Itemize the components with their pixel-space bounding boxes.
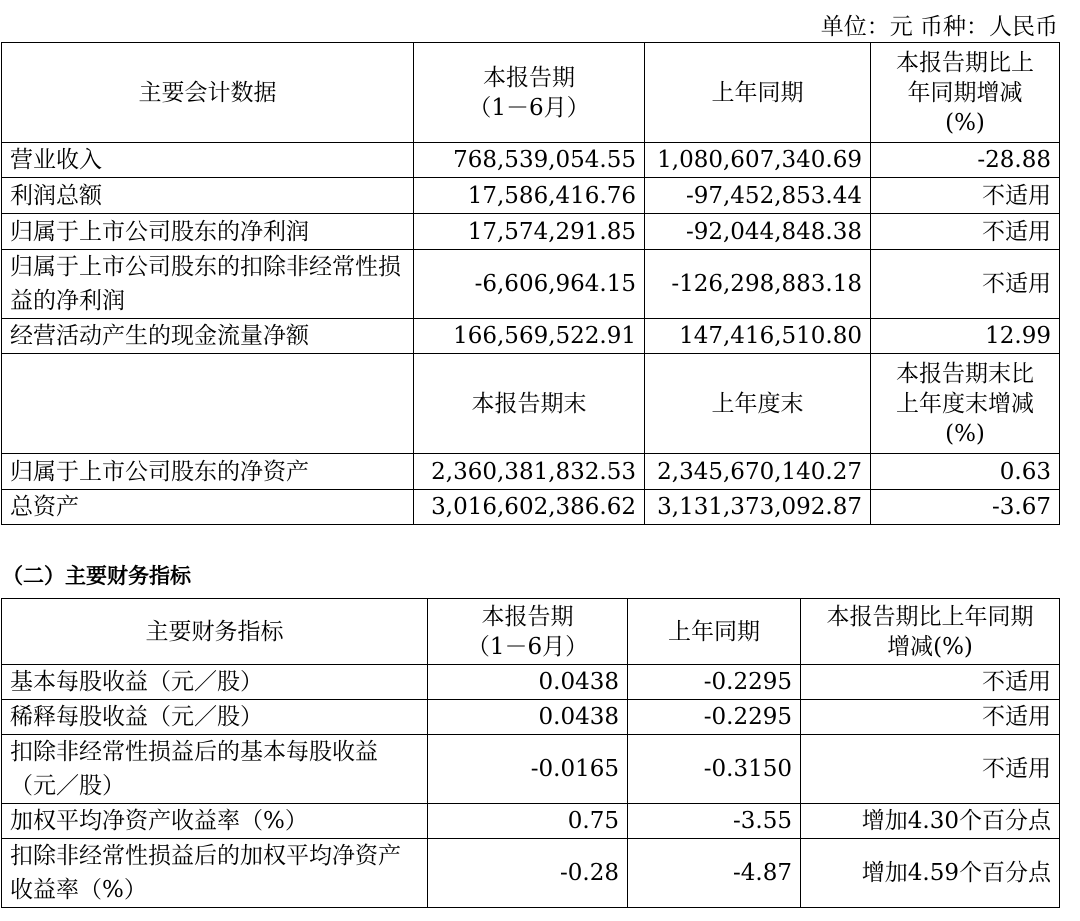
prior-value: -0.3150: [628, 735, 801, 804]
header-line: (%): [945, 109, 985, 136]
prior-value: 1,080,607,340.69: [645, 143, 871, 178]
header-line: 年同期增减: [907, 79, 1023, 106]
current-value: 3,016,602,386.62: [414, 490, 645, 525]
prior-value: -126,298,883.18: [645, 250, 871, 319]
header-prior-period: 上年同期: [645, 43, 871, 143]
row-label: 归属于上市公司股东的净利润: [2, 214, 414, 250]
row-label: 利润总额: [2, 178, 414, 214]
row-label: 加权平均净资产收益率（%）: [2, 804, 428, 839]
header-line: 本报告期: [481, 603, 574, 630]
table-row: [2, 319, 1060, 354]
header-line: （1－6月）: [466, 633, 589, 660]
change-value: 0.63: [871, 454, 1060, 490]
header-line: 增减(%): [887, 633, 973, 660]
row-label: 稀释每股收益（元／股）: [2, 700, 428, 735]
table-row: [2, 214, 1060, 250]
table-row: [2, 735, 1060, 804]
current-value: 0.0438: [428, 665, 628, 700]
table-row: [2, 143, 1060, 178]
prior-value: 147,416,510.80: [645, 319, 871, 354]
table-header-row: [2, 599, 1060, 665]
table-row: [2, 178, 1060, 214]
row-label: 扣除非经常性损益后的加权平均净资产收益率（%）: [2, 839, 428, 908]
header-current-period: [414, 43, 645, 143]
table-row: [2, 804, 1060, 839]
table-row: [2, 700, 1060, 735]
current-value: 768,539,054.55: [414, 143, 645, 178]
row-label: 归属于上市公司股东的净资产: [2, 454, 414, 490]
header-line: 上年度末增减: [896, 390, 1034, 417]
header-line: 本报告期比上: [896, 49, 1034, 76]
header-line: 本报告期末比: [896, 360, 1034, 387]
current-value: 17,586,416.76: [414, 178, 645, 214]
row-label: 归属于上市公司股东的扣除非经常性损益的净利润: [2, 250, 414, 319]
current-value: -0.28: [428, 839, 628, 908]
current-value: 166,569,522.91: [414, 319, 645, 354]
prior-value: 3,131,373,092.87: [645, 490, 871, 525]
row-label: 经营活动产生的现金流量净额: [2, 319, 414, 354]
change-value: 不适用: [801, 735, 1060, 804]
header-line: （1－6月）: [468, 94, 590, 121]
change-value: 增加4.30个百分点: [801, 804, 1060, 839]
prior-value: 2,345,670,140.27: [645, 454, 871, 490]
table-row: [2, 454, 1060, 490]
row-label: 营业收入: [2, 143, 414, 178]
row-label: 基本每股收益（元／股）: [2, 665, 428, 700]
change-value: -3.67: [871, 490, 1060, 525]
header-line: 本报告期比上年同期: [826, 603, 1034, 630]
header-change: [871, 354, 1060, 454]
table-row: [2, 665, 1060, 700]
prior-value: -0.2295: [628, 700, 801, 735]
header-item: 主要会计数据: [2, 43, 414, 143]
table-row: [2, 490, 1060, 525]
current-value: -6,606,964.15: [414, 250, 645, 319]
prior-value: -4.87: [628, 839, 801, 908]
section-title: （二）主要财务指标: [2, 564, 191, 588]
empty-cell: [2, 354, 414, 454]
current-value: 0.0438: [428, 700, 628, 735]
current-value: 17,574,291.85: [414, 214, 645, 250]
change-value: 不适用: [871, 178, 1060, 214]
row-label: 扣除非经常性损益后的基本每股收益（元／股）: [2, 735, 428, 804]
change-value: 12.99: [871, 319, 1060, 354]
header-line: 本报告期: [483, 64, 575, 91]
header-prior-period: 上年同期: [628, 599, 801, 665]
current-value: -0.0165: [428, 735, 628, 804]
header-change: [871, 43, 1060, 143]
prior-value: -92,044,848.38: [645, 214, 871, 250]
change-value: 不适用: [871, 214, 1060, 250]
prior-value: -3.55: [628, 804, 801, 839]
table-row: [2, 250, 1060, 319]
key-accounting-data-table: [1, 42, 1060, 525]
table-subheader-row: [2, 354, 1060, 454]
header-prior-year-end: 上年度末: [645, 354, 871, 454]
prior-value: -97,452,853.44: [645, 178, 871, 214]
header-change: [801, 599, 1060, 665]
change-value: 不适用: [801, 665, 1060, 700]
change-value: 增加4.59个百分点: [801, 839, 1060, 908]
table-header-row: [2, 43, 1060, 143]
current-value: 0.75: [428, 804, 628, 839]
unit-currency-note: 单位：元 币种：人民币: [820, 14, 1058, 40]
prior-value: -0.2295: [628, 665, 801, 700]
header-item: 主要财务指标: [2, 599, 428, 665]
header-line: (%): [945, 420, 985, 447]
change-value: 不适用: [801, 700, 1060, 735]
table-row: [2, 839, 1060, 908]
current-value: 2,360,381,832.53: [414, 454, 645, 490]
change-value: -28.88: [871, 143, 1060, 178]
header-current-period: [428, 599, 628, 665]
change-value: 不适用: [871, 250, 1060, 319]
header-period-end: 本报告期末: [414, 354, 645, 454]
key-financial-indicators-table: [1, 598, 1060, 908]
row-label: 总资产: [2, 490, 414, 525]
